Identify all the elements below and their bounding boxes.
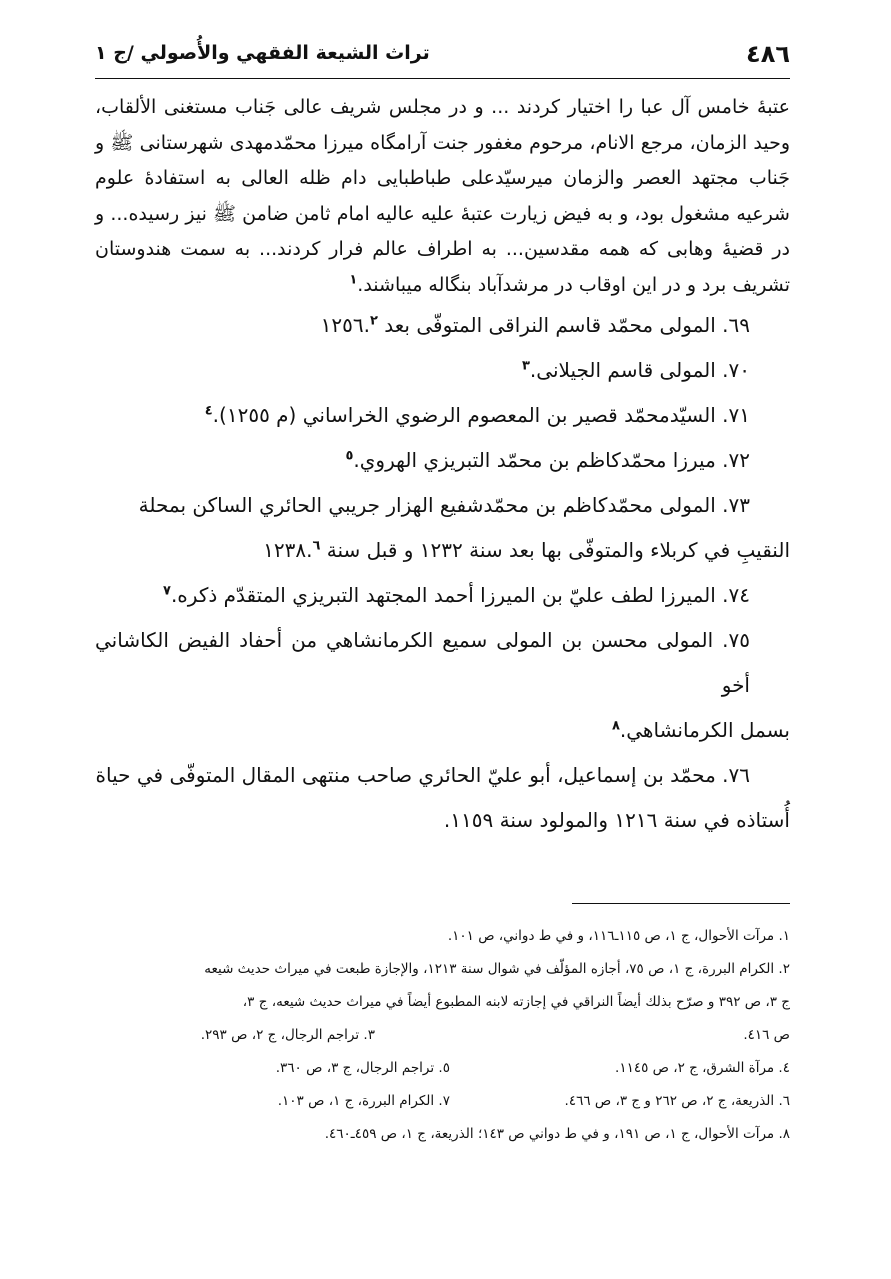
text-line: عتبهٔ علیه عالیه امام ثامن ضامن ﷺ نیز رسیده... و در قضیهٔ وهابی که همه <box>95 202 790 260</box>
footnote-2-cont: ج ٣، ص ٣٩٢ و صرّح بذلك أيضاً النراقي في إجازته لابنه المطبوع أيضاً في ميراث حديث شيعه، ج ٣، <box>242 994 790 1010</box>
footnote-4: ٤. مرآة الشرق، ج ٢، ص ١١٤٥. <box>615 1060 790 1076</box>
page-header <box>95 38 790 79</box>
entry-73 <box>95 483 790 573</box>
entry-72 <box>95 438 790 483</box>
text-line: عتبهٔ خامس آل عبا را اختیار کردند ... و در مجلس شریف عالی جَناب مستغنی <box>163 96 790 118</box>
footnote-separator <box>572 903 790 904</box>
footnote-marker: ٧ <box>163 583 171 599</box>
footnote-5: ٥. تراجم الرجال، ج ٣، ص ٣٦٠. <box>275 1060 450 1076</box>
entry-text: ٦٩. المولى محمّد قاسم النراقى المتوفّى بعد ١٢٥٦. <box>320 313 750 337</box>
entry-text: ٧١. السيّدمحمّد قصير بن المعصوم الرضوي الخراساني (م ١٢٥٥). <box>212 403 750 427</box>
text-line: محمّدمهدی شهرستانی ﷺ و جَناب مجتهد العصر والزمان میرسیّدعلی <box>95 131 790 189</box>
text-line: این اوقاب در مرشدآباد بنگاله میباشند. <box>357 273 658 296</box>
text-line: الألقاب، وحید الزمان، مرجع الانام، مرحوم مغفور جنت آرامگاه میرزا <box>95 96 791 154</box>
entry-76 <box>95 753 790 843</box>
entry-74 <box>95 573 790 618</box>
footnotes <box>97 920 790 1151</box>
footnote-2-end: ص ٤١٦. <box>743 1027 790 1043</box>
entry-continuation: النقيبِ في كربلاء والمتوفّى بها بعد سنة ١٢٣٢ و قبل سنة ١٢٣٨. <box>263 538 790 562</box>
footnote-marker: ٥ <box>345 448 354 464</box>
footnote-7: ٧. الكرام البررة، ج ١، ص ١٠٣. <box>277 1093 450 1109</box>
footnote-2: ٢. الكرام البررة، ج ١، ص ٧٥، أجازه المؤلّف في شوال سنة ١٢١٣، والإجازة طبعت في ميراث حديث شيعه <box>204 961 790 977</box>
footnote-marker: ٤ <box>204 403 213 419</box>
footnote-marker: ٢ <box>369 313 378 329</box>
page-number: ٤٨٦ <box>746 40 790 68</box>
entry-text: ٧٢. ميرزا محمّدكاظم بن محمّد التبريزي الهروي. <box>353 448 750 472</box>
running-head: تراث الشيعة الفقهي والأُصولي /ج ١ <box>95 42 430 64</box>
footnote-marker: ٦ <box>312 538 321 554</box>
entry-text: ٧٣. المولى محمّدكاظم بن محمّدشفيع الهزار جريبي الحائري الساكن بمحلة <box>138 493 750 517</box>
entry-continuation: أُستاذه في سنة ١٢١٦ والمولود سنة ١١٥٩. <box>443 808 790 832</box>
entry-70 <box>95 348 790 393</box>
entry-69 <box>95 303 790 348</box>
footnote-row <box>97 1052 790 1085</box>
text-line: طباطبایی دام ظله العالی به استفادهٔ علوم شرعیه مشغول بود، و به فیض زیارت <box>95 167 790 225</box>
footnote-marker: ٨ <box>611 718 620 734</box>
footnote-8: ٨. مرآت الأحوال، ج ١، ص ١٩١، و في ط دواني ص ١٤٣؛ الذريعة، ج ١، ص ٤٥٩ـ٤٦٠. <box>324 1126 790 1142</box>
entry-continuation: بسمل الكرمانشاهي. <box>619 718 790 742</box>
entry-text: ٧٤. الميرزا لطف عليّ بن الميرزا أحمد المجتهد التبريزي المتقدّم ذكره. <box>170 583 750 607</box>
text-line: مقدسین... به اطراف عالم فرار کردند... به سمت هندوستان تشریف برد و در <box>95 238 790 296</box>
footnote-row <box>97 1019 790 1052</box>
entry-text: ٧٦. محمّد بن إسماعيل، أبو عليّ الحائري صاحب منتهى المقال المتوفّى في حياة <box>95 763 750 787</box>
footnote-marker: ٣ <box>521 358 530 374</box>
entry-71 <box>95 393 790 438</box>
persian-paragraph <box>95 90 790 303</box>
entry-75 <box>95 618 790 753</box>
footnote-1: ١. مرآت الأحوال، ج ١، ص ١١٥ـ١١٦، و في ط دواني، ص ١٠١. <box>447 928 790 944</box>
entry-text: ٧٠. المولى قاسم الجيلانى. <box>529 358 750 382</box>
entry-text: ٧٥. المولى محسن بن المولى سميع الكرمانشاهي من أحفاد الفيض الكاشاني أخو <box>95 628 750 697</box>
footnote-3: ٣. تراجم الرجال، ج ٢، ص ٢٩٣. <box>200 1027 375 1043</box>
footnote-marker: ١ <box>349 272 358 288</box>
footnote-6: ٦. الذريعة، ج ٢، ص ٢٦٢ و ج ٣، ص ٤٦٦. <box>564 1093 790 1109</box>
main-text <box>95 90 790 843</box>
footnote-row <box>97 1085 790 1118</box>
